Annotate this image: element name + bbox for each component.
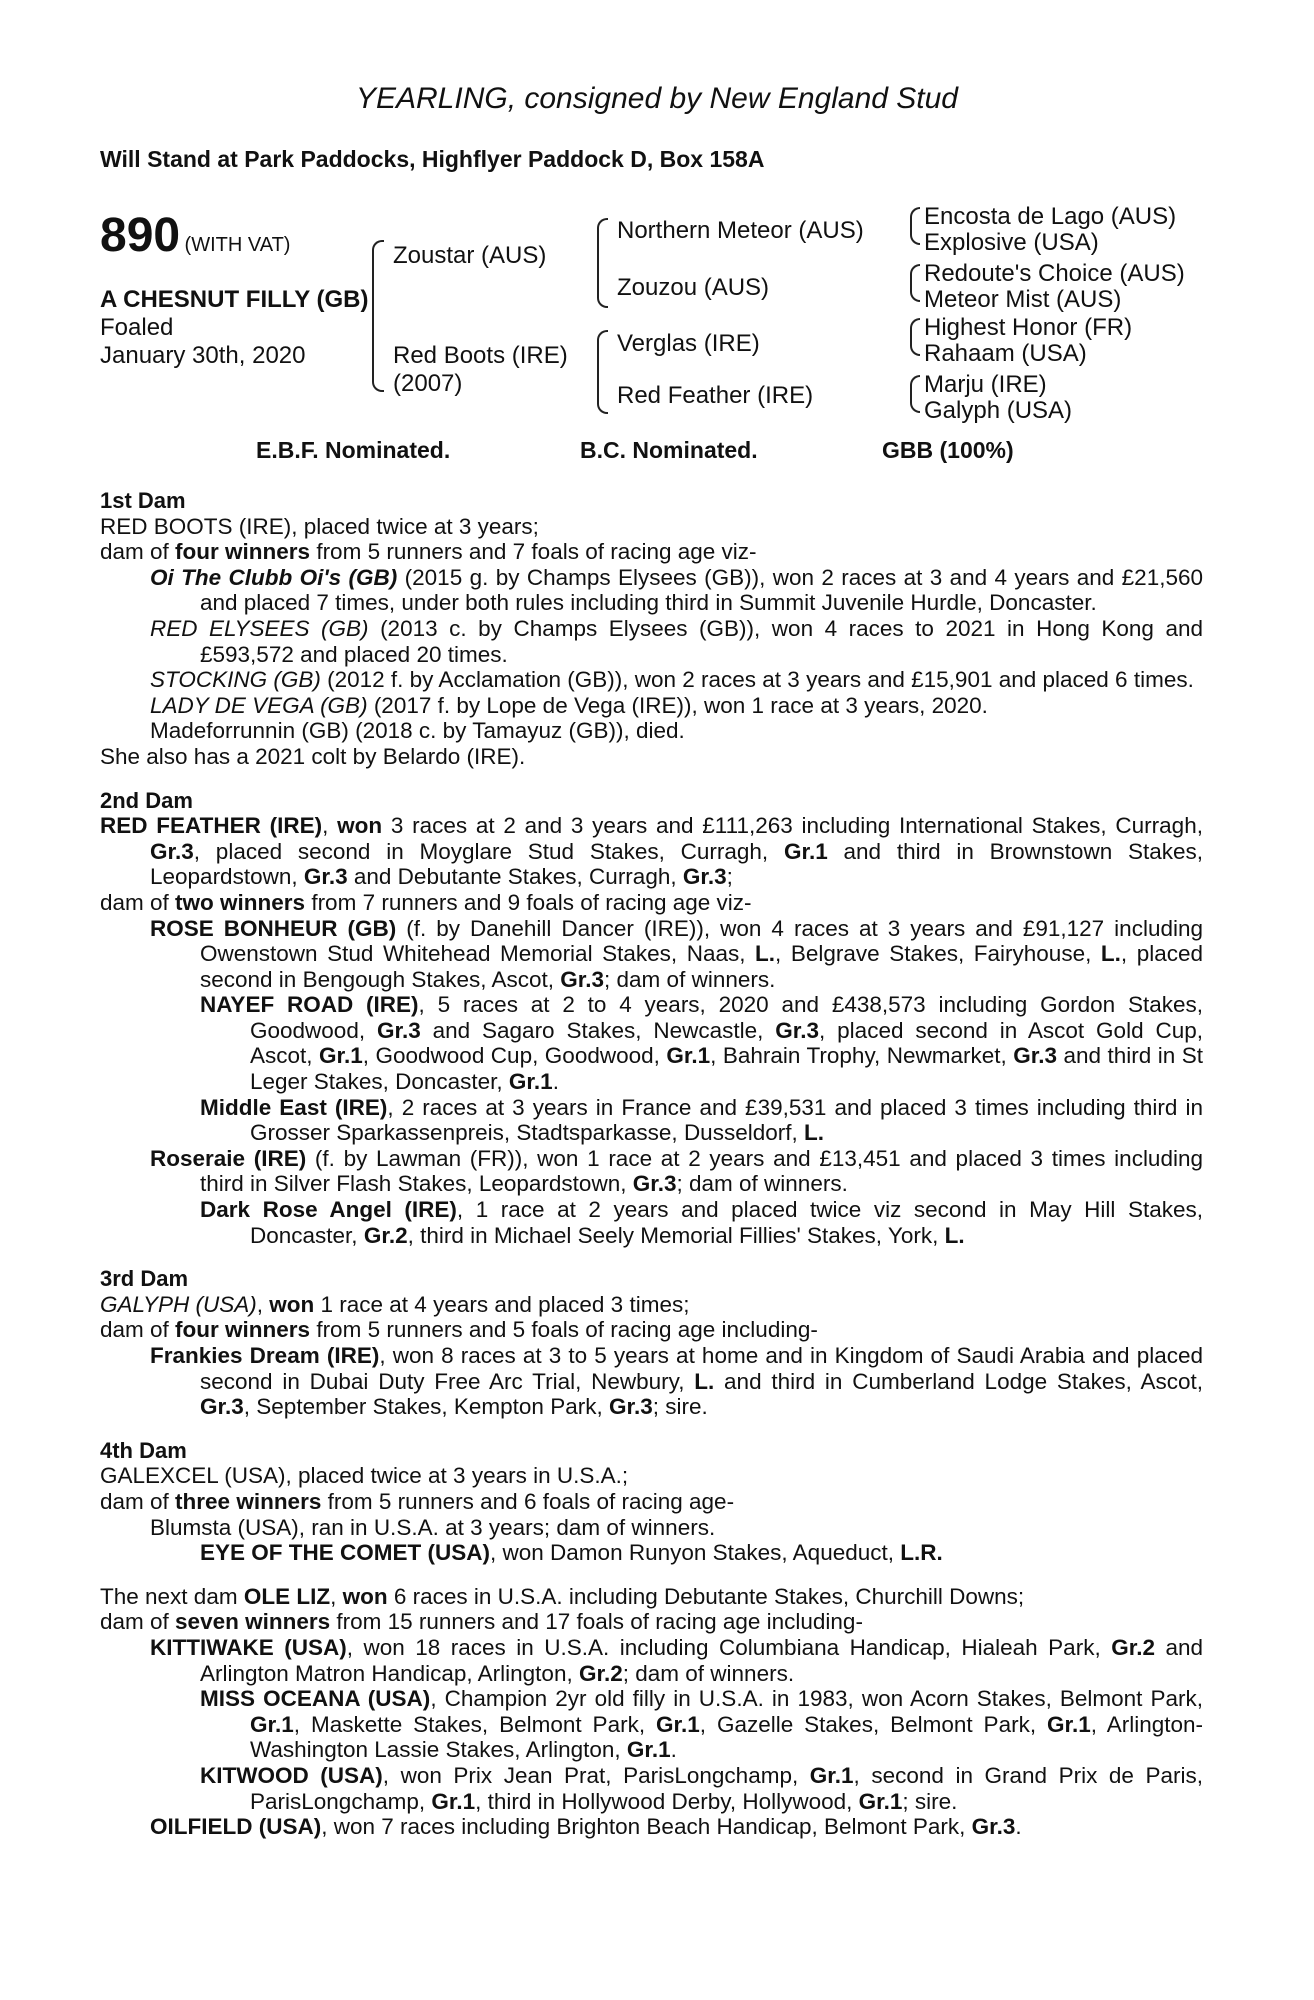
produce-entry: Frankies Dream (IRE), won 8 races at 3 to 5 years at home and in Kingdom of Saudi Arabia and placed second in Dubai Duty Free Arc Trial, Newbury, L. and third in Cumberland Lodge Stakes, Ascot, Gr.3, September Stakes, Kempton Park, Gr.3; sire. (150, 1343, 1203, 1420)
produce-entry: Oi The Clubb Oi's (GB) (2015 g. by Champs Elysees (GB)), won 2 races at 3 and 4 years and £21,560 and placed 7 times, under both rules including third in Summit Juvenile Hurdle, Doncaster. (150, 564, 1204, 616)
vat-note: (WITH VAT) (184, 234, 291, 256)
produce-entry: OILFIELD (USA), won 7 races including Brighton Beach Handicap, Belmont Park, Gr.3. (150, 1814, 1022, 1840)
dam-year: (2007) (393, 370, 463, 397)
brace (597, 218, 608, 308)
next-dam-section (100, 1584, 1203, 1840)
produce-entry: KITTIWAKE (USA), won 18 races in U.S.A. including Columbiana Handicap, Hialeah Park, Gr.2 and Arlington Matron Handicap, Arlington, Gr.2; dam of winners. (150, 1634, 1203, 1686)
catalogue-body (100, 488, 1203, 1858)
produce-entry: Middle East (IRE), 2 races at 3 years in France and £39,531 and placed 3 times including third in Grosser Sparkassenpreis, Stadtsparkasse, Dusseldorf, L. (200, 1094, 1203, 1146)
ancestor: Redoute's Choice (AUS) (924, 260, 1185, 287)
gbb-rating: GBB (100%) (882, 437, 1014, 463)
brace (372, 240, 384, 392)
stand-location: Will Stand at Park Paddocks, Highflyer Paddock D, Box 158A (100, 146, 765, 172)
dam: Red Boots (IRE) (393, 342, 568, 369)
brace (910, 318, 920, 356)
produce-note: She also has a 2021 colt by Belardo (IRE). (100, 743, 526, 769)
dam-record: GALYPH (USA), won 1 race at 4 years and placed 3 times; (100, 1291, 690, 1317)
produce-entry: STOCKING (GB) (2012 f. by Acclamation (GB)), won 2 races at 3 years and £15,901 and placed 6 times. (150, 667, 1194, 693)
produce-summary: dam of three winners from 5 runners and 6 foals of racing age- (100, 1488, 735, 1514)
sire-dam: Zouzou (AUS) (617, 274, 770, 301)
bc-nomination: B.C. Nominated. (580, 437, 758, 463)
produce-entry: EYE OF THE COMET (USA), won Damon Runyon Stakes, Aqueduct, L.R. (200, 1540, 943, 1566)
produce-entry: RED ELYSEES (GB) (2013 c. by Champs Elysees (GB)), won 4 races to 2021 in Hong Kong and £593,572 and placed 20 times. (150, 615, 1203, 667)
third-dam-section (100, 1266, 1203, 1420)
produce-summary: dam of four winners from 5 runners and 5 foals of racing age including- (100, 1317, 818, 1343)
section-heading: 4th Dam (100, 1437, 187, 1463)
dam-record: RED FEATHER (IRE), won 3 races at 2 and 3 years and £111,263 including International Stakes, Curragh, Gr.3, placed second in Moyglare Stud Stakes, Curragh, Gr.1 and third in Brownstown Stakes, Leopardstown, Gr.3 and Debutante Stakes, Curragh, Gr.3; (100, 813, 1204, 890)
brace (910, 375, 920, 413)
horse-name: A CHESNUT FILLY (GB) (100, 286, 369, 313)
dam-dam: Red Feather (IRE) (617, 382, 814, 409)
dam-sire: Verglas (IRE) (617, 330, 760, 357)
produce-entry: Blumsta (USA), ran in U.S.A. at 3 years; dam of winners. (150, 1514, 716, 1540)
section-heading: 3rd Dam (100, 1266, 189, 1292)
dam-record: The next dam OLE LIZ, won 6 races in U.S.A. including Debutante Stakes, Churchill Downs; (100, 1583, 1025, 1609)
produce-entry: ROSE BONHEUR (GB) (f. by Danehill Dancer (IRE)), won 4 races at 3 years and £91,127 including Owenstown Stud Whitehead Memorial Stakes, Naas, L., Belgrave Stakes, Fairyhouse, L., placed second in Bengough Stakes, Ascot, Gr.3; dam of winners. (150, 915, 1203, 992)
sire: Zoustar (AUS) (393, 242, 547, 269)
brace (910, 207, 920, 245)
dam-record: GALEXCEL (USA), placed twice at 3 years in U.S.A.; (100, 1463, 629, 1489)
produce-summary: dam of two winners from 7 runners and 9 foals of racing age viz- (100, 889, 752, 915)
consignment-title: YEARLING, consigned by New England Stud (355, 82, 958, 115)
ancestor: Meteor Mist (AUS) (924, 286, 1122, 313)
section-heading: 2nd Dam (100, 787, 193, 813)
produce-entry: NAYEF ROAD (IRE), 5 races at 2 to 4 years, 2020 and £438,573 including Gordon Stakes, Goodwood, Gr.3 and Sagaro Stakes, Newcastle, Gr.3, placed second in Ascot Gold Cup, Ascot, Gr.1, Goodwood Cup, Goodwood, Gr.1, Bahrain Trophy, Newmarket, Gr.3 and third in St Leger Stakes, Doncaster, Gr.1. (200, 992, 1204, 1095)
ancestor: Rahaam (USA) (924, 340, 1087, 367)
foaled-label: Foaled (100, 314, 174, 341)
lot-number: 890 (100, 209, 181, 262)
produce-entry: Madeforrunnin (GB) (2018 c. by Tamayuz (GB)), died. (150, 718, 685, 744)
first-dam-section (100, 488, 1203, 770)
ancestor: Marju (IRE) (924, 371, 1047, 398)
ancestor: Galyph (USA) (924, 397, 1073, 424)
ancestor: Encosta de Lago (AUS) (924, 203, 1177, 230)
produce-entry: KITWOOD (USA), won Prix Jean Prat, ParisLongchamp, Gr.1, second in Grand Prix de Paris, ParisLongchamp, Gr.1, third in Hollywood Derby, Hollywood, Gr.1; sire. (200, 1762, 1203, 1814)
ebf-nomination: E.B.F. Nominated. (256, 437, 451, 463)
dam-record: RED BOOTS (IRE), placed twice at 3 years; (100, 513, 539, 539)
produce-summary: dam of four winners from 5 runners and 7 foals of racing age viz- (100, 539, 757, 565)
produce-entry: MISS OCEANA (USA), Champion 2yr old filly in U.S.A. in 1983, won Acorn Stakes, Belmont Park, Gr.1, Maskette Stakes, Belmont Park, Gr.1, Gazelle Stakes, Belmont Park, Gr.1, Arlington-Washington Lassie Stakes, Arlington, Gr.1. (200, 1686, 1204, 1763)
foaled-date: January 30th, 2020 (100, 342, 306, 369)
brace (597, 330, 608, 414)
produce-entry: Dark Rose Angel (IRE), 1 race at 2 years and placed twice viz second in May Hill Stakes, Doncaster, Gr.2, third in Michael Seely Memorial Fillies' Stakes, York, L. (200, 1197, 1203, 1248)
horse-description (100, 286, 370, 370)
produce-entry: LADY DE VEGA (GB) (2017 f. by Lope de Vega (IRE)), won 1 race at 3 years, 2020. (150, 692, 988, 718)
second-dam-section (100, 788, 1203, 1249)
ancestor: Highest Honor (FR) (924, 314, 1133, 341)
sire-sire: Northern Meteor (AUS) (617, 217, 864, 244)
ancestor: Explosive (USA) (924, 229, 1099, 256)
produce-entry: Roseraie (IRE) (f. by Lawman (FR)), won 1 race at 2 years and £13,451 and placed 3 times including third in Silver Flash Stakes, Leopardstown, Gr.3; dam of winners. (150, 1145, 1203, 1197)
section-heading: 1st Dam (100, 488, 186, 513)
lot-heading (100, 208, 290, 263)
brace (910, 264, 920, 302)
produce-summary: dam of seven winners from 15 runners and 17 foals of racing age including- (100, 1609, 863, 1635)
fourth-dam-section (100, 1438, 1203, 1566)
